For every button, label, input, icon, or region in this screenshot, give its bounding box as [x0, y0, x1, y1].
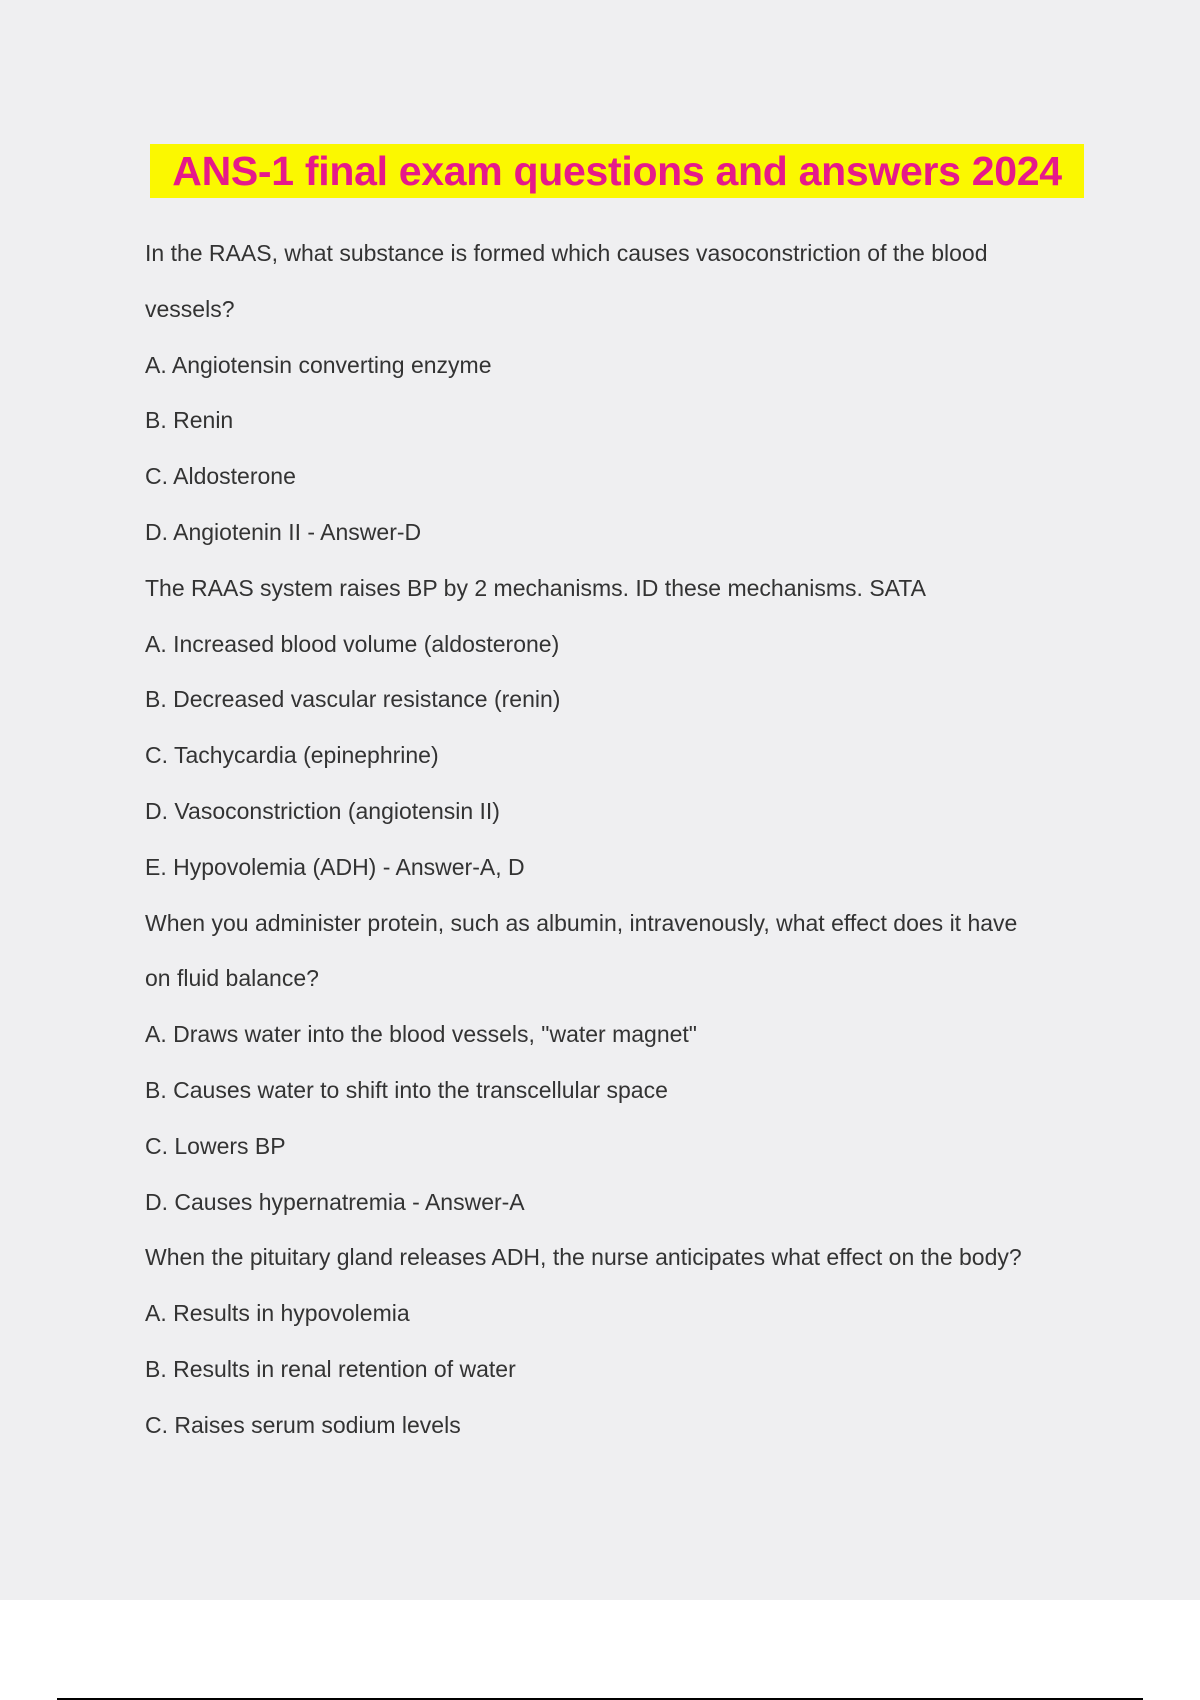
document-body	[145, 239, 1105, 1467]
question-2-option-b: B. Decreased vascular resistance (renin)	[145, 686, 561, 713]
question-1-line-2: vessels?	[145, 295, 235, 322]
question-4-option-c: C. Raises serum sodium levels	[145, 1411, 461, 1438]
question-3-option-a: A. Draws water into the blood vessels, "water magnet"	[145, 1021, 697, 1048]
document-title: ANS-1 final exam questions and answers 2024	[172, 148, 1062, 194]
question-1-option-b: B. Renin	[145, 407, 234, 434]
question-1-option-c: C. Aldosterone	[145, 463, 296, 490]
question-3-option-d-answer: D. Causes hypernatremia - Answer-A	[145, 1188, 525, 1215]
question-2-text: The RAAS system raises BP by 2 mechanisms. ID these mechanisms. SATA	[145, 574, 926, 601]
question-4-option-a: A. Results in hypovolemia	[145, 1300, 410, 1327]
question-3-line-2: on fluid balance?	[145, 965, 319, 992]
question-1-option-a: A. Angiotensin converting enzyme	[145, 351, 492, 378]
question-2-option-c: C. Tachycardia (epinephrine)	[145, 742, 439, 769]
question-3-option-b: B. Causes water to shift into the transcellular space	[145, 1076, 668, 1103]
question-3-line-1: When you administer protein, such as albumin, intravenously, what effect does it have	[145, 909, 1018, 936]
question-4-option-b: B. Results in renal retention of water	[145, 1355, 516, 1382]
question-4-text: When the pituitary gland releases ADH, the nurse anticipates what effect on the body?	[145, 1244, 1022, 1271]
question-2-option-d: D. Vasoconstriction (angiotensin II)	[145, 797, 500, 824]
question-2-option-e-answer: E. Hypovolemia (ADH) - Answer-A, D	[145, 853, 525, 880]
question-2-option-a: A. Increased blood volume (aldosterone)	[145, 630, 560, 657]
question-1-line-1: In the RAAS, what substance is formed which causes vasoconstriction of the blood	[145, 240, 988, 266]
question-1-option-d-answer: D. Angiotenin II - Answer-D	[145, 518, 422, 545]
question-3-option-c: C. Lowers BP	[145, 1132, 286, 1159]
